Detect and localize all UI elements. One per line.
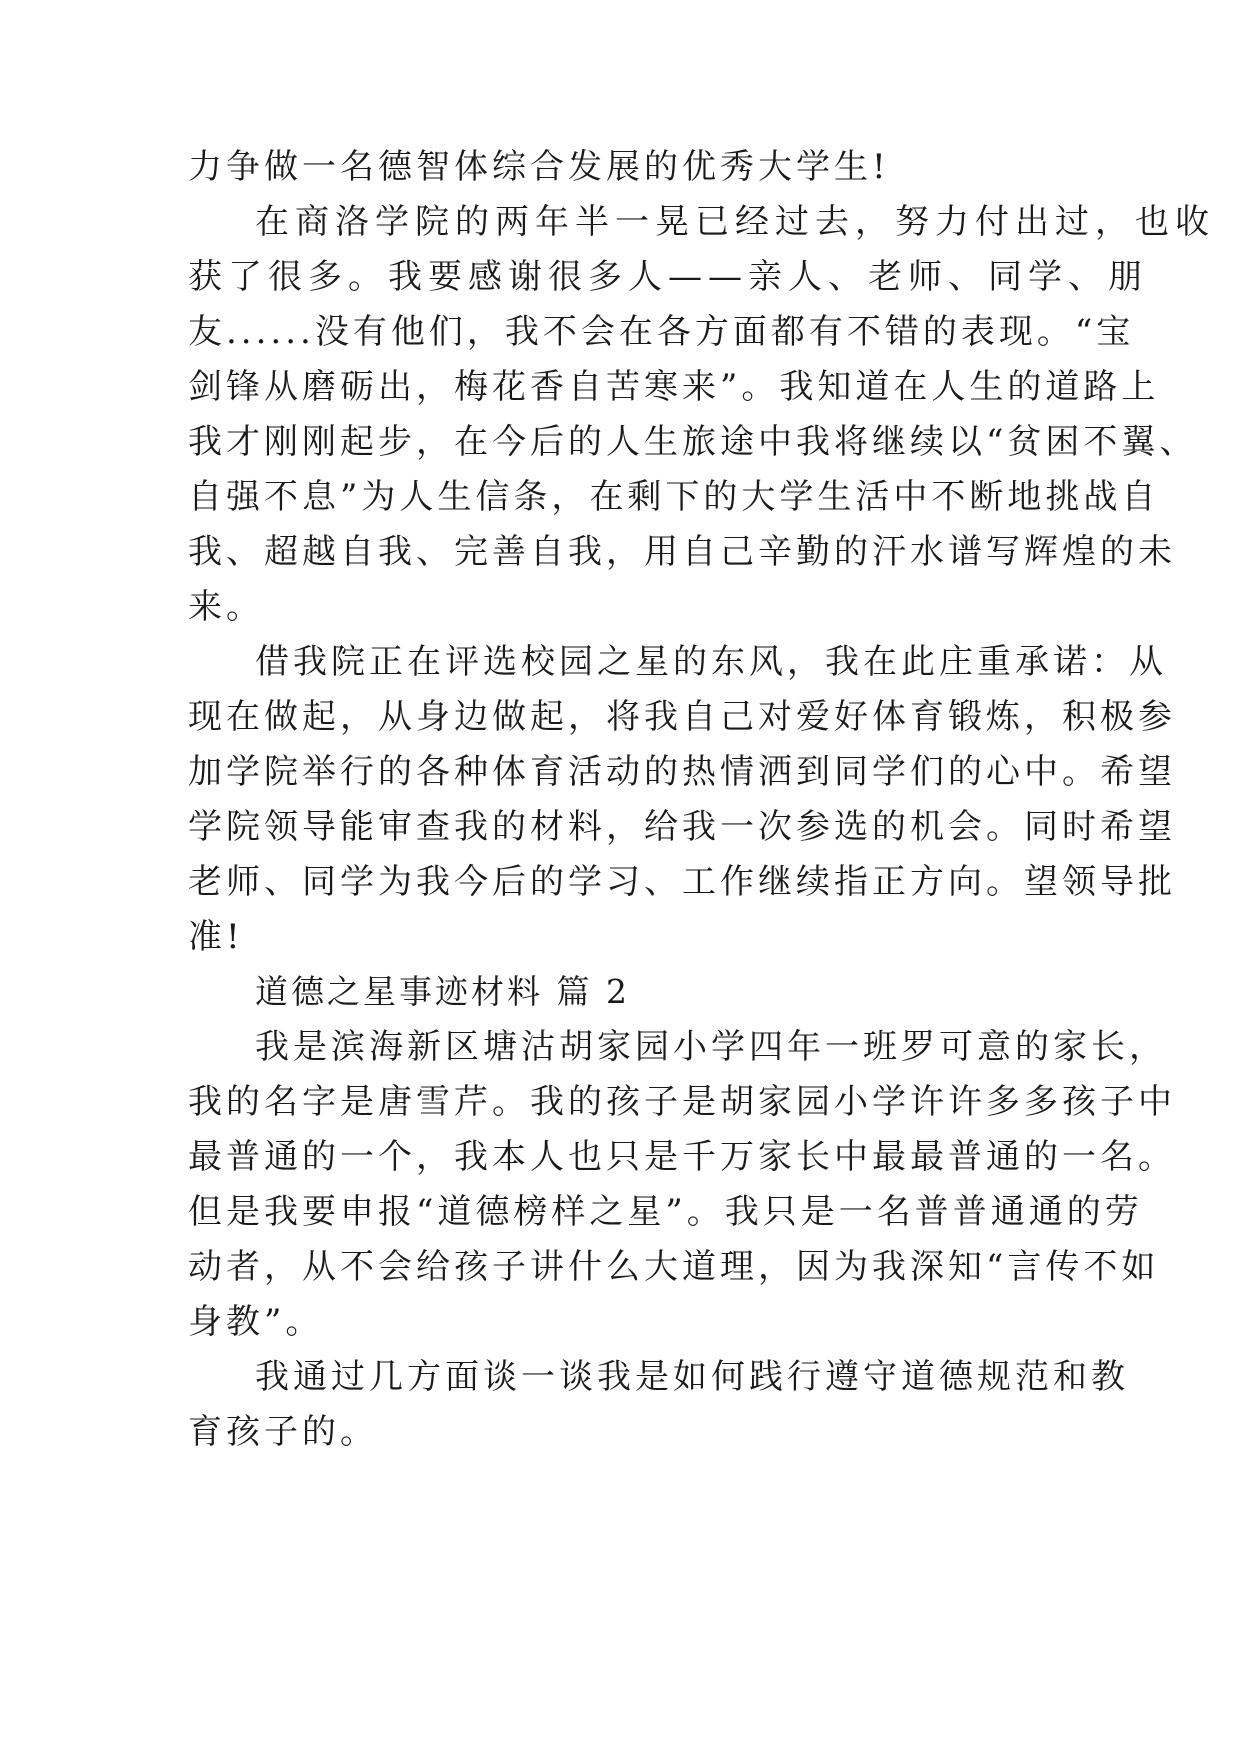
text-line: 最普通的一个，我本人也只是千万家长中最最普通的一名。 <box>188 1137 1176 1177</box>
text-line: 但是我要申报“道德榜样之星”。我只是一名普普通通的劳 <box>188 1192 1143 1232</box>
text-line: 老师、同学为我今后的学习、工作继续指正方向。望领导批 <box>188 862 1176 902</box>
text-line: 友......没有他们，我不会在各方面都有不错的表现。“宝 <box>188 312 1135 352</box>
text-line: 学院领导能审查我的材料，给我一次参选的机会。同时希望 <box>188 807 1176 847</box>
paragraph-first-line: 我是滨海新区塘沽胡家园小学四年一班罗可意的家长， <box>255 1027 1167 1067</box>
text-line: 我才刚刚起步，在今后的人生旅途中我将继续以“贫困不翼、 <box>188 422 1198 462</box>
text-line: 育孩子的。 <box>188 1412 378 1452</box>
text-line: 来。 <box>188 587 264 627</box>
text-line: 身教”。 <box>188 1302 324 1342</box>
text-line: 我的名字是唐雪芹。我的孩子是胡家园小学许许多多孩子中 <box>188 1082 1176 1122</box>
text-line: 自强不息”为人生信条，在剩下的大学生活中不断地挑战自 <box>188 477 1160 517</box>
paragraph-first-line: 借我院正在评选校园之星的东风，我在此庄重承诺：从 <box>255 642 1167 682</box>
paragraph-first-line: 在商洛学院的两年半一晃已经过去，努力付出过，也收 <box>255 202 1215 242</box>
text-line: 准! <box>188 917 244 957</box>
section-heading: 道德之星事迹材料 篇 2 <box>255 972 630 1011</box>
text-line: 加学院举行的各种体育活动的热情洒到同学们的心中。希望 <box>188 752 1176 792</box>
paragraph-first-line: 我通过几方面谈一谈我是如何践行遵守道德规范和教 <box>255 1357 1129 1397</box>
text-line: 我、超越自我、完善自我，用自己辛勤的汗水谱写辉煌的未 <box>188 532 1176 572</box>
text-line: 获了很多。我要感谢很多人——亲人、老师、同学、朋 <box>188 257 1148 297</box>
text-line: 剑锋从磨砺出，梅花香自苦寒来”。我知道在人生的道路上 <box>188 367 1160 407</box>
text-line: 动者，从不会给孩子讲什么大道理，因为我深知“言传不如 <box>188 1247 1160 1287</box>
text-line: 现在做起，从身边做起，将我自己对爱好体育锻炼，积极参 <box>188 697 1176 737</box>
text-line: 力争做一名德智体综合发展的优秀大学生! <box>188 147 890 187</box>
